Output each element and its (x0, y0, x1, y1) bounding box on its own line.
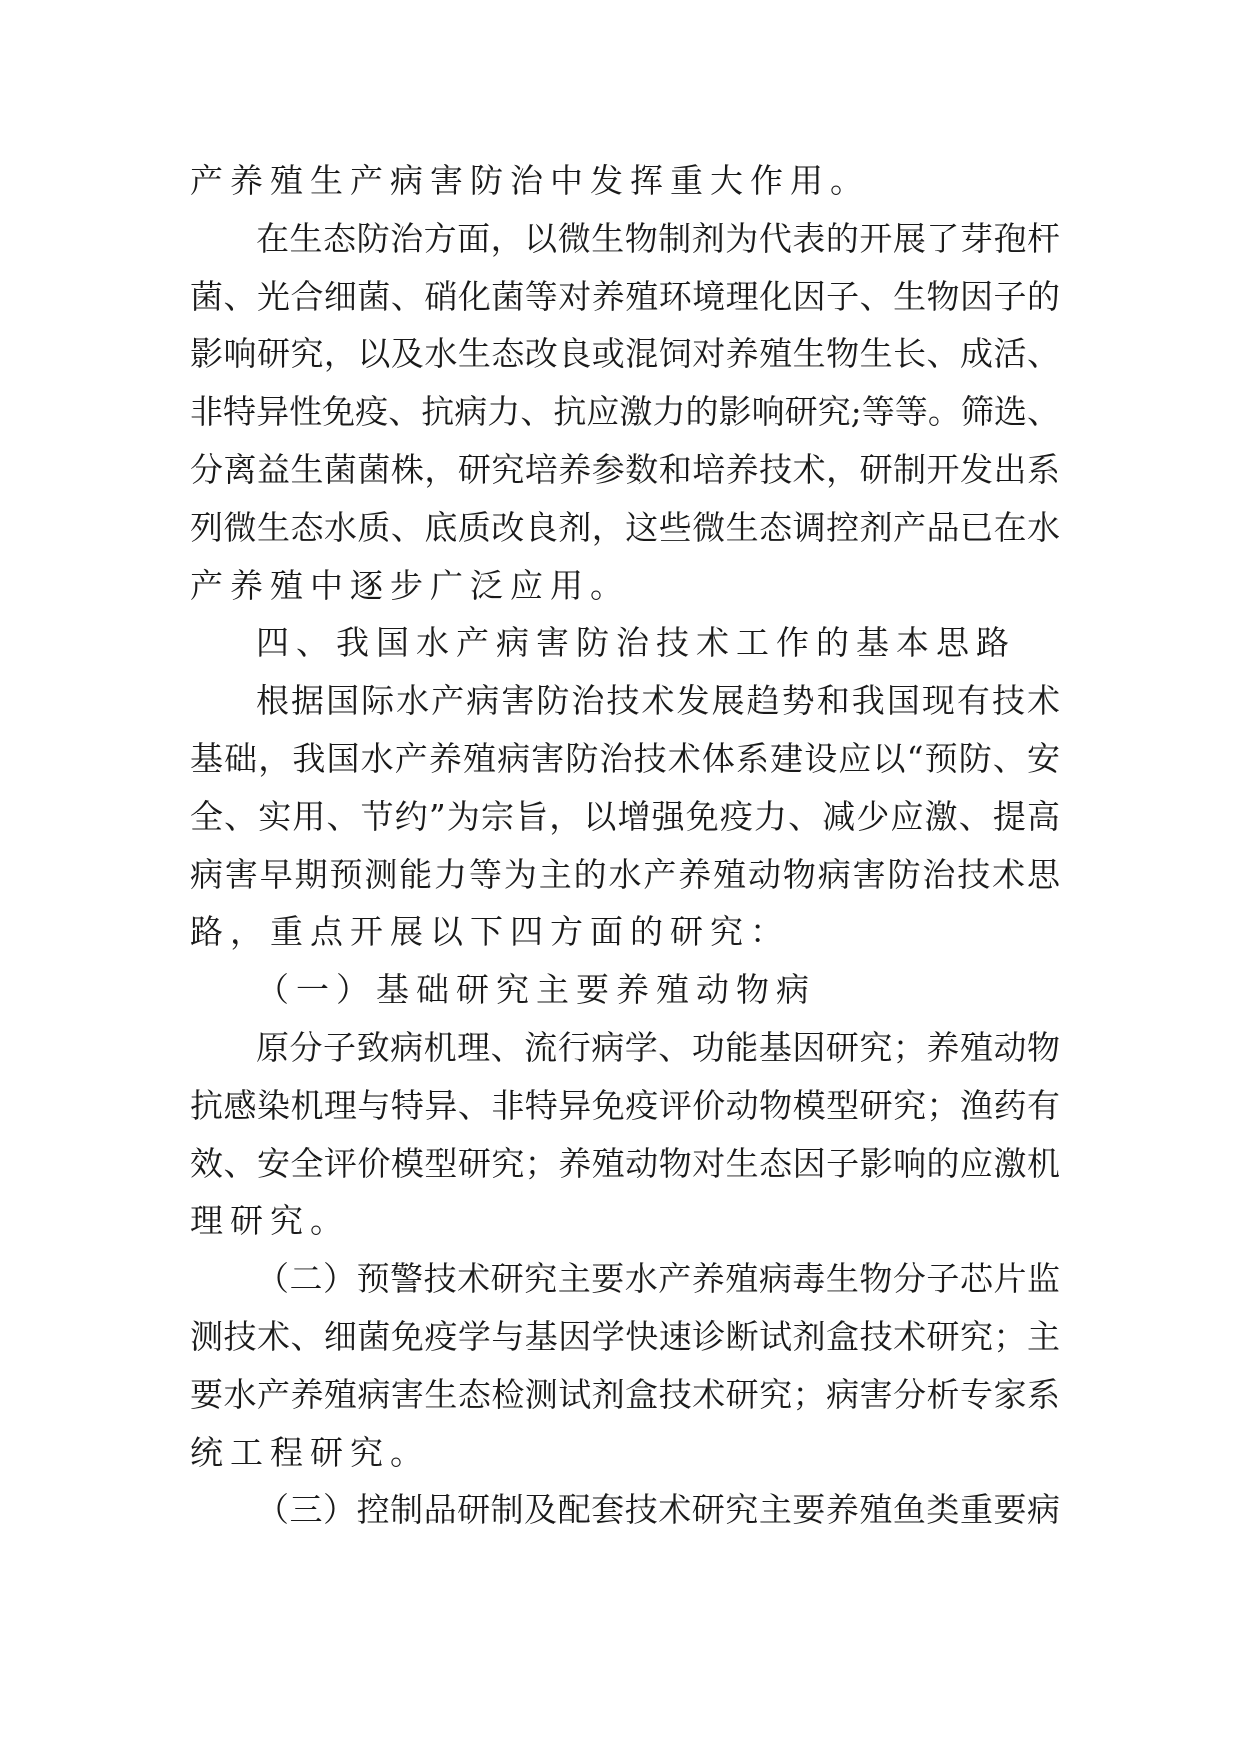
text-line-1: 产养殖生产病害防治中发挥重大作用。 (190, 161, 870, 200)
section-heading-4: 四、我国水产病害防治技术工作的基本思路 (256, 623, 1016, 663)
text-line-11: 基础，我国水产养殖病害防治技术体系建设应以“预防、安 (190, 738, 1060, 778)
document-page (190, 152, 1060, 1539)
text-line-2: 在生态防治方面，以微生物制剂为代表的开展了芽孢杆 (256, 218, 1060, 258)
subsection-heading-1: （一）基础研究主要养殖动物病 (256, 970, 816, 1010)
subsection-heading-3: （三）控制品研制及配套技术研究主要养殖鱼类重要病 (256, 1490, 1060, 1530)
text-line-3: 菌、光合细菌、硝化菌等对养殖环境理化因子、生物因子的 (190, 276, 1060, 316)
text-line-6: 分离益生菌菌株，研究培养参数和培养技术，研制开发出系 (190, 449, 1060, 489)
text-line-19: 理研究。 (190, 1201, 350, 1241)
text-line-22: 要水产养殖病害生态检测试剂盒技术研究；病害分析专家系 (190, 1374, 1060, 1414)
text-line-14: 路，重点开展以下四方面的研究： (190, 912, 790, 952)
text-line-12: 全、实用、节约”为宗旨，以增强免疫力、减少应激、提高 (190, 796, 1060, 836)
text-line-5: 非特异性免疫、抗病力、抗应激力的影响研究;等等。筛选、 (190, 392, 1060, 432)
text-line-21: 测技术、细菌免疫学与基因学快速诊断试剂盒技术研究；主 (190, 1316, 1060, 1356)
text-line-16: 原分子致病机理、流行病学、功能基因研究；养殖动物 (256, 1027, 1060, 1067)
text-line-17: 抗感染机理与特异、非特异免疫评价动物模型研究；渔药有 (190, 1085, 1060, 1125)
text-line-10: 根据国际水产病害防治技术发展趋势和我国现有技术 (256, 681, 1060, 721)
text-line-4: 影响研究，以及水生态改良或混饲对养殖生物生长、成活、 (190, 334, 1060, 374)
text-line-23: 统工程研究。 (190, 1432, 430, 1472)
text-line-8: 产养殖中逐步广泛应用。 (190, 565, 630, 605)
text-line-18: 效、安全评价模型研究；养殖动物对生态因子影响的应激机 (190, 1143, 1060, 1183)
subsection-heading-2: （二）预警技术研究主要水产养殖病毒生物分子芯片监 (256, 1259, 1060, 1299)
text-line-7: 列微生态水质、底质改良剂，这些微生态调控剂产品已在水 (190, 507, 1060, 547)
text-line-13: 病害早期预测能力等为主的水产养殖动物病害防治技术思 (190, 854, 1060, 894)
